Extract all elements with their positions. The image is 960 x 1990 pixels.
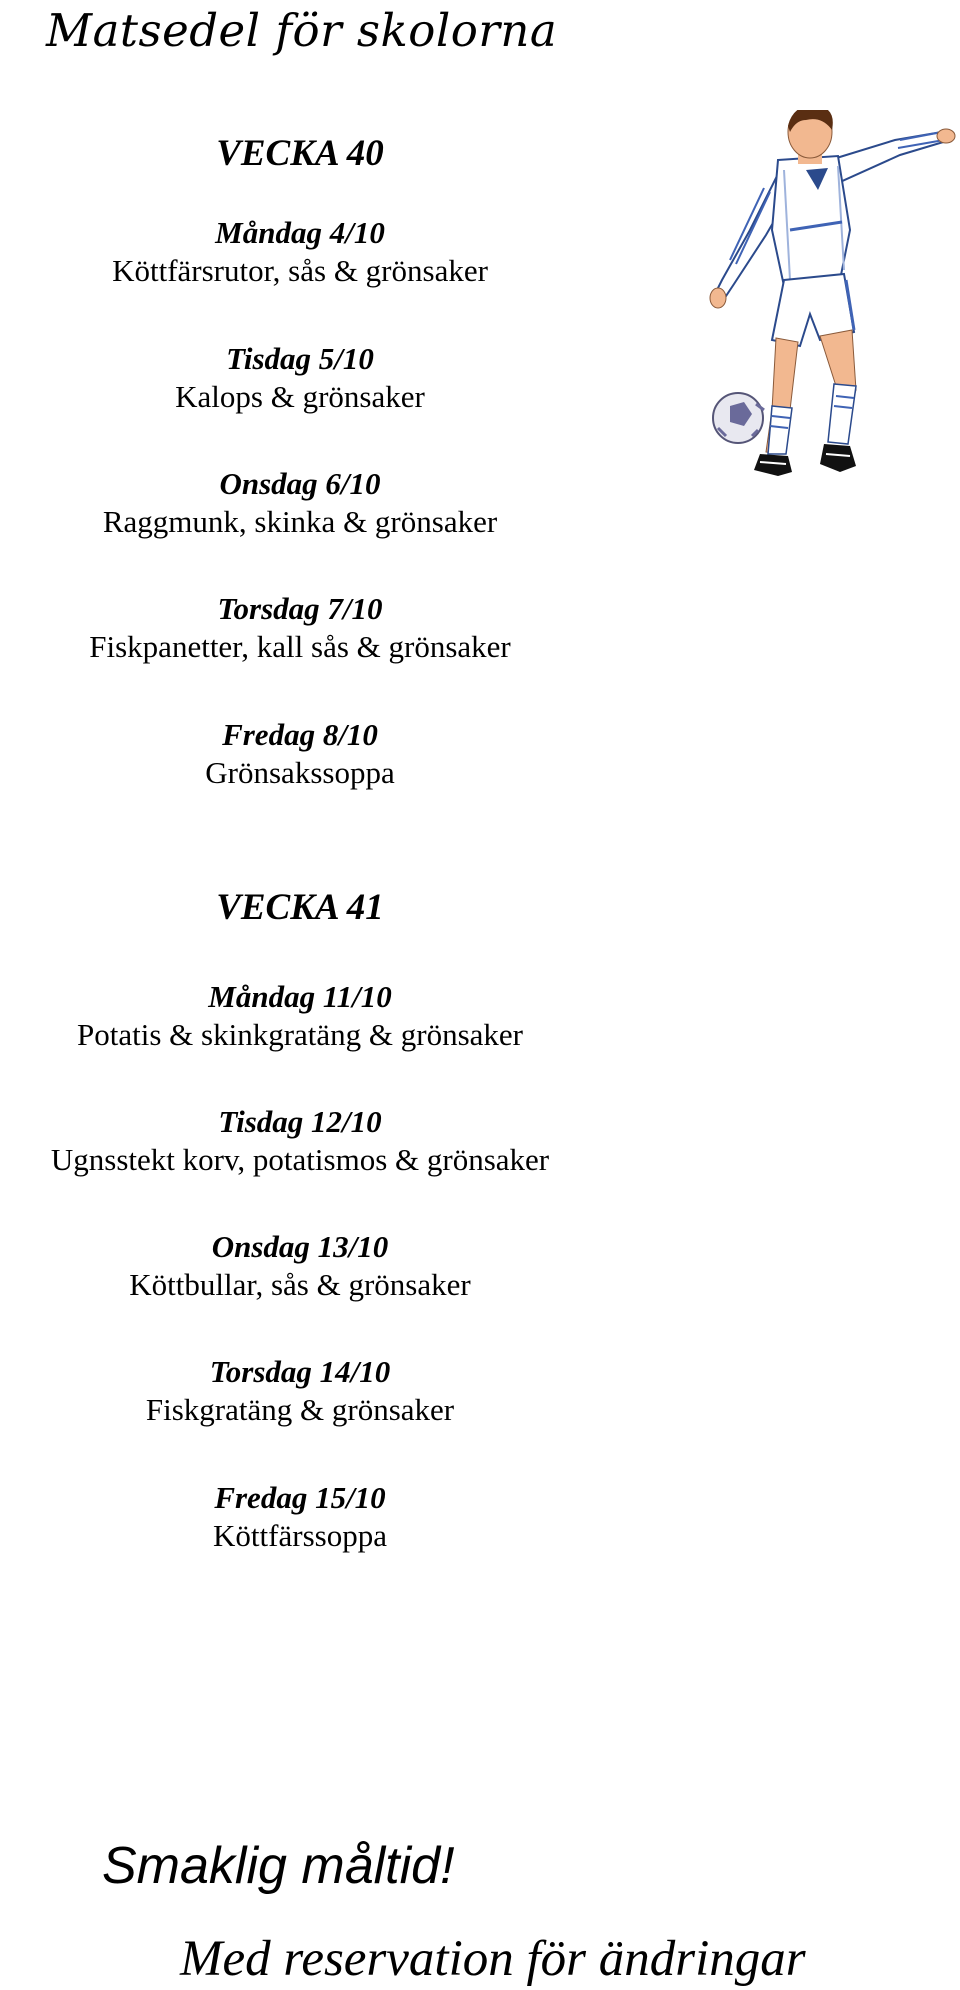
dish: Grönsakssoppa xyxy=(205,755,395,790)
day-name: Onsdag 6/10 xyxy=(219,466,381,501)
menu-day xyxy=(0,1479,600,1555)
reservation-note: Med reservation för ändringar xyxy=(180,1931,806,1987)
dish: Fiskpanetter, kall sås & grönsaker xyxy=(89,629,511,664)
day-name: Fredag 15/10 xyxy=(214,1480,386,1515)
dish: Köttbullar, sås & grönsaker xyxy=(129,1267,471,1302)
dish: Fiskgratäng & grönsaker xyxy=(145,1392,455,1427)
week-heading: VECKA 41 xyxy=(216,887,384,928)
dish: Köttfärssoppa xyxy=(213,1518,387,1553)
menu-day xyxy=(0,1103,600,1179)
dish: Potatis & skinkgratäng & grönsaker xyxy=(77,1017,523,1052)
day-name: Tisdag 5/10 xyxy=(226,341,374,376)
soccer-player-icon xyxy=(660,110,960,490)
dish: Ugnsstekt korv, potatismos & grönsaker xyxy=(50,1142,550,1177)
menu-day xyxy=(0,214,600,290)
menu-day xyxy=(0,978,600,1054)
day-name: Onsdag 13/10 xyxy=(211,1229,389,1264)
day-name: Måndag 4/10 xyxy=(215,215,385,250)
day-name: Tisdag 12/10 xyxy=(218,1104,382,1139)
day-name: Måndag 11/10 xyxy=(208,979,392,1014)
dish: Kalops & grönsaker xyxy=(175,379,425,414)
dish: Köttfärsrutor, sås & grönsaker xyxy=(112,253,488,288)
closing-greeting: Smaklig måltid! xyxy=(102,1837,455,1895)
day-name: Torsdag 7/10 xyxy=(217,591,383,626)
day-name: Fredag 8/10 xyxy=(222,717,378,752)
menu-day xyxy=(0,1228,600,1304)
day-name: Torsdag 14/10 xyxy=(209,1354,391,1389)
week-heading: VECKA 40 xyxy=(216,133,384,174)
menu-day xyxy=(0,590,600,666)
menu-day xyxy=(0,465,600,541)
menu-day xyxy=(0,1353,600,1429)
dish: Raggmunk, skinka & grönsaker xyxy=(102,504,498,539)
menu-day xyxy=(0,340,600,416)
page-title: Matsedel för skolorna xyxy=(46,4,558,57)
menu-day xyxy=(0,716,600,792)
